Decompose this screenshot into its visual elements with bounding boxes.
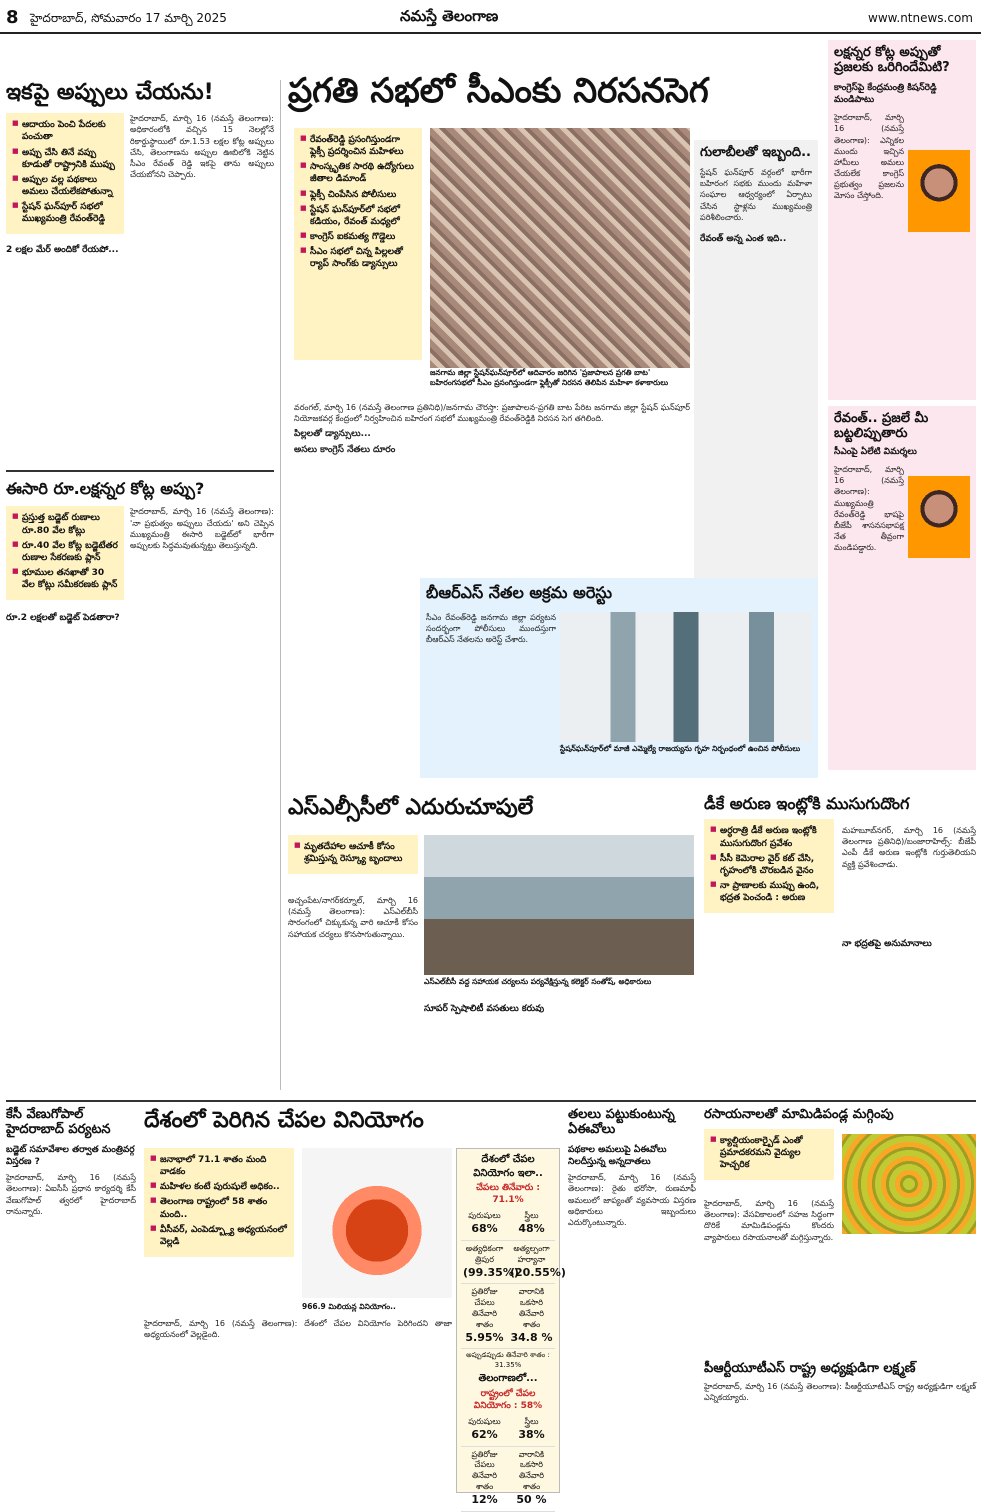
- story-mango-bullets: [704, 1129, 834, 1180]
- masthead: [0, 0, 981, 34]
- story-heads-headline: తలలు పట్టుకుంటున్న ఏఈవోలు: [568, 1107, 675, 1137]
- story-fish: [144, 1108, 566, 1506]
- story-mlc-body: అచ్చంపేట/నాగర్‌కర్నూల్, మార్చి 16 (నమస్తే తెలంగాణ): ఎస్ఎల్‌బీసీ సొరంగంలో చిక్కుకున్న వారి ఆచూకీ కోసం సహాయక చర్యలు కొనసాగుతున్నాయి.: [288, 896, 418, 939]
- story-dk-headline: డీకే అరుణ ఇంట్లోకి ముసుగుదొంగ: [704, 794, 910, 813]
- stat-cell: పురుషులు 68%: [461, 1208, 508, 1241]
- story-main-subhead-1: పిల్లలతో డ్యాన్సులు...: [294, 429, 371, 440]
- bullet-item: ■ తెలంగాణ రాష్ట్రంలో 58 శాతం మంది..: [150, 1196, 288, 1220]
- fish-stats-total: చేపలు తినేవారు : 71.1%: [476, 1183, 540, 1206]
- fish-stats-telangana-total: రాష్ట్రంలో చేపల వినియోగం : 58%: [473, 1388, 543, 1411]
- stat-cell: స్త్రీలు 48%: [508, 1208, 555, 1241]
- stat-cell: స్త్రీలు 38%: [508, 1414, 555, 1447]
- divider: [6, 1100, 976, 1102]
- bullet-item: ■ సీఎం సభలో చిన్న పిల్లలతో ర్యాప్ సాంగ్‌కు డ్యాన్సులు: [300, 246, 416, 270]
- story-main-body: వరంగల్, మార్చి 16 (నమస్తే తెలంగాణ ప్రతినిధి)/జనగామ చౌరస్తా: ప్రజాపాలన-ప్రగతి బాట పేరిట జనగామ జిల్లా స్టేషన్ ఘన్‌పూర్ నియోజకవర్గ కేంద్రంలో నిర్వహించిన బహిరంగ సభలో ముఖ్యమంత్రి రేవంత్‌రెడ్డికి నిరసన సెగ తగిలింది.: [294, 403, 690, 424]
- mlc-photo: [424, 835, 694, 975]
- bullet-item: ■ క్యాల్షియంకార్బైడ్ ఎంతో ప్రమాదకరమని వైద్యుల హెచ్చరిక: [710, 1135, 828, 1171]
- story-heads: [568, 1108, 696, 1496]
- story-kishan-body: హైదరాబాద్, మార్చి 16 (నమస్తే తెలంగాణ): ఎన్నికల ముందు ఇచ్చిన హామీలు అమలు చేయలేక కాంగ్రెస్ ప్రభుత్వం ప్రజలను మోసం చేస్తోంది.: [834, 113, 904, 201]
- story-budget-subhead: రూ.2 లక్షలతో బడ్జెట్ పెడతారా?: [6, 613, 120, 624]
- bullet-item: ■ అప్పు చేసి తినే వప్పు కూడుతో రాష్ట్రానికి ముప్పు: [12, 147, 118, 171]
- story-mango: [704, 1108, 976, 1358]
- bullet-item: ■ ఫ్లెక్సీ చింపేసిన పోలీసులు: [300, 189, 416, 201]
- story-mango-body: హైదరాబాద్, మార్చి 16 (నమస్తే తెలంగాణ): వేసవికాలంలో సహజ సిద్ధంగా దొరికే మామిడిపండ్లను కొందరు వ్యాపారులు రసాయనాలతో మగ్గిస్తున్నారు.: [704, 1199, 834, 1242]
- bullet-item: ■ జనాభాలో 71.1 శాతం మంది వాడకం: [150, 1154, 288, 1178]
- story-fish-bullets: [144, 1148, 294, 1257]
- fish-stats-title: దేశంలో చేపల వినియోగం ఇలా..: [473, 1154, 543, 1179]
- fish-photo-caption: 966.9 మిలియన్ల వినియోగం..: [302, 1302, 452, 1312]
- story-budget-bullets: [6, 506, 124, 600]
- bullet-item: ■ స్టేషన్ ఘన్‌పూర్‌లో సభలో కడియం, రేవంత్ మధ్యలో: [300, 204, 416, 228]
- divider: [6, 470, 274, 472]
- story-kcr-subhead: బడ్జెట్ సమావేశాల తర్వాత మంత్రివర్గ విస్తరణ ?: [6, 1144, 135, 1168]
- story-loans-subhead: 2 లక్షల మేర్ అందికో రేయపో...: [6, 245, 119, 256]
- story-brs: [420, 578, 818, 778]
- story-loans-body: హైదరాబాద్, మార్చి 16 (నమస్తే తెలంగాణ): అధికారంలోకి వచ్చిన 15 నెలల్లోనే రికార్డుస్థాయిలో రూ.1.53 లక్షల కోట్ల అప్పులు చేసి, తెలంగాణను అప్పుల ఊబిలోకి నెట్టిన సీఎం రేవంత్ రెడ్డి ఇకపై తాను అప్పులు చేయబోనని చెప్పారు.: [130, 114, 274, 180]
- mlc-photo-caption: ఎస్ఎల్‌బీసీ వద్ద సహాయక చర్యలను పర్యవేక్షిస్తున్న కలెక్టర్ సంతోష్, అధికారులు: [424, 977, 694, 987]
- bullet-item: ■ సీసీ కెమెరాల వైర్ కట్ చేసి, గృహంలోకి చొరబడిన వైనం: [710, 853, 828, 877]
- fish-stats-telangana-grid: [461, 1414, 555, 1512]
- story-loans-headline: ఇకపై అప్పులు చేయను!: [6, 80, 214, 105]
- story-fish-body: హైదరాబాద్, మార్చి 16 (నమస్తే తెలంగాణ): దేశంలో చేపల వినియోగం పెరిగిందని తాజా అధ్యయనంలో వెల్లడైంది.: [144, 1319, 452, 1340]
- brs-photo-arrest: [560, 612, 812, 742]
- story-revanth-people-tagline: సీఎంపై ఏలేటి విమర్శలు: [834, 446, 917, 457]
- story-dk: [704, 795, 976, 1095]
- story-heads-body: హైదరాబాద్, మార్చి 16 (నమస్తే తెలంగాణ): రైతు భరోసా, రుణమాఫీ అమలులో జాప్యంతో వ్యవసాయ విస్తరణ అధికారులు ఇబ్బందులు ఎదుర్కొంటున్నారు.: [568, 1173, 696, 1227]
- story-fish-headline: దేశంలో పెరిగిన చేపల వినియోగం: [144, 1108, 424, 1133]
- brs-photo-caption: స్టేషన్‌ఘన్‌పూర్‌లో మాజీ ఎమ్మెల్యే రాజయ్యను గృహ నిర్బంధంలో ఉంచిన పోలీసులు: [560, 744, 801, 753]
- story-dk-bullets: [704, 819, 834, 913]
- eleti-portrait: [908, 476, 970, 558]
- story-mlc-bullets: [288, 835, 418, 874]
- sidebar-gulabi-body: స్టేషన్ ఘన్‌పూర్ వర్గంలో భారీగా బహిరంగ సభకు ముందు మహిళా సంఘాల ఆధ్వర్యంలో ఏర్పాటు చేసిన స్టాళ్లను ముఖ్యమంత్రి పరిశీలించారు.: [700, 167, 812, 222]
- fish-stats-occasional: అప్పుడప్పుడు తినేవారి శాతం : 31.35%: [466, 1351, 550, 1369]
- fish-stats-telangana-title: తెలంగాణలో...: [478, 1373, 538, 1385]
- story-kishan-headline: లక్షన్నర కోట్ల అప్పుతో ప్రజలకు ఒరిగిందేమిటి?: [834, 45, 950, 75]
- story-budget: [6, 480, 274, 1090]
- stat-cell: అత్యధికంగా త్రిపుర (99.35%): [461, 1241, 508, 1284]
- stat-cell: అత్యల్పంగా హర్యానా (20.55%): [508, 1241, 555, 1284]
- story-kishan: [828, 40, 976, 400]
- story-dk-body: మహబూబ్‌నగర్, మార్చి 16 (నమస్తే తెలంగాణ ప్రతినిధి)/బంజారాహిల్స్: బీజేపీ ఎంపీ డీకే అరుణ ఇంట్లోకి గుర్తుతెలియని వ్యక్తి ప్రవేశించాడు.: [842, 826, 976, 869]
- bullet-item: ■ రేవంత్‌రెడ్డి ప్రసంగిస్తుండగా ఫ్లెక్సీ ప్రదర్శించిన మహిళలు: [300, 134, 416, 158]
- story-revanth-people-body: హైదరాబాద్, మార్చి 16 (నమస్తే తెలంగాణ): ముఖ్యమంత్రి రేవంత్‌రెడ్డి భాషపై బీజేపీ శాసనసభాపక్ష నేత తీవ్రంగా మండిపడ్డారు.: [834, 465, 904, 553]
- story-brs-headline: బీఆర్ఎస్ నేతల అక్రమ అరెస్టు: [426, 583, 613, 602]
- bullet-item: ■ స్టేషన్ ఘన్‌పూర్ సభలో ముఖ్యమంత్రి రేవంత్‌రెడ్డి: [12, 201, 118, 225]
- story-lakshman: [704, 1362, 976, 1496]
- story-kcr-headline: కేసీ వేణుగోపాల్ హైదరాబాద్ పర్యటన: [6, 1107, 111, 1137]
- fish-stats-box: [456, 1148, 566, 1506]
- stat-cell: వారానికి ఒకసారి తినేవారి శాతం 50 %: [508, 1447, 555, 1512]
- story-main-body-wrap: [294, 402, 690, 460]
- main-photo-crowd: [430, 128, 690, 368]
- story-loans-side-text: [130, 113, 274, 234]
- story-loans: [6, 80, 274, 460]
- story-main-bullets: [294, 128, 422, 360]
- bullet-item: ■ కాంగ్రెస్ ఐకమత్య గొడ్డెలు: [300, 231, 416, 243]
- bullet-item: ■ అర్ధరాత్రి డీకే అరుణ ఇంట్లోకి ముసుగుదొంగ ప్రవేశం: [710, 825, 828, 849]
- sidebar-gulabi: [694, 140, 818, 580]
- story-dk-subhead: నా భద్రతపై అనుమానాలు: [842, 939, 932, 949]
- fish-curry-photo: [302, 1148, 452, 1298]
- stat-cell: ప్రతిరోజు చేపలు తినేవారి శాతం 12%: [461, 1447, 508, 1512]
- column-rule: [280, 80, 281, 1090]
- story-budget-headline: ఈసారి రూ.లక్షన్నర కోట్ల అప్పు?: [6, 479, 205, 498]
- bullet-item: ■ సాంస్కృతిక సారథి ఉద్యోగులు జీతాల డిమాండ్: [300, 161, 416, 185]
- bullet-item: ■ వీసీవర్, ఎంపెడ్బ్ల్యూ అధ్యయనంలో వెల్లడి: [150, 1224, 288, 1248]
- edition-date: హైదరాబాద్, సోమవారం 17 మార్చి 2025: [30, 11, 227, 25]
- story-main-subhead-2: అసలు కాంగ్రెస్ నేతలు దూరం: [294, 444, 396, 455]
- story-revanth-people: [828, 406, 976, 770]
- bullet-item: ■ ప్రస్తుత్త బడ్జెట్ రుణాలు రూ.80 వేల కోట్లు: [12, 512, 118, 536]
- bullet-item: ■ ఆదాయం పెంచి పేదలకు పంచుతా: [12, 119, 118, 143]
- bullet-item: ■ భూముల తనఖాతో 30 వేల కోట్లు సమీకరణకు ప్లాన్: [12, 567, 118, 591]
- story-budget-side-text: [130, 506, 274, 600]
- story-kcr-body: హైదరాబాద్, మార్చి 16 (నమస్తే తెలంగాణ): ఏఐసీసీ ప్రధాన కార్యదర్శి కేసీ వేణుగోపాల్ త్వరలో హైదరాబాద్ రానున్నారు.: [6, 1173, 136, 1216]
- stat-cell: పురుషులు 62%: [461, 1414, 508, 1447]
- sidebar-gulabi-headline: గులాబీలతో ఇబ్బంది..: [700, 145, 811, 160]
- kishan-portrait: [908, 150, 970, 232]
- bullet-item: ■ మహిళల కంటే పురుషులే అధికం..: [150, 1181, 288, 1193]
- story-mlc: [288, 795, 698, 1095]
- story-loans-bullets: [6, 113, 124, 234]
- story-heads-tagline: పథకాల అమలుపై ఏఈవోలు నిలదీస్తున్న అన్నదాతలు: [568, 1144, 667, 1168]
- story-mango-headline: రసాయనాలతో మామిడిపండ్ల మగ్గింపు: [704, 1107, 894, 1122]
- story-mlc-headline: ఎస్ఎల్సీసీలో ఎదురుచూపులే: [288, 795, 534, 820]
- sidebar-gulabi-subhead: రేవంత్ అన్న ఎంత ఇది..: [700, 233, 787, 244]
- page-number: 8: [6, 7, 19, 28]
- bullet-item: ■ మృతదేహాల ఆచూకీ కోసం శ్రమిస్తున్న రెస్క్యూ బృందాలు: [294, 841, 412, 865]
- story-revanth-people-headline: రేవంత్.. ప్రజలే మీ బట్టలిప్పుతారు: [834, 411, 929, 441]
- story-kcr: [6, 1108, 136, 1496]
- bullet-item: ■ నా ప్రాణాలకు ముప్పు ఉంది, భద్రత పెంచండి : అరుణ: [710, 880, 828, 904]
- newspaper-name: నమస్తే తెలంగాణ: [400, 7, 499, 25]
- story-lakshman-body: హైదరాబాద్, మార్చి 16 (నమస్తే తెలంగాణ): పీఆర్టీయూటీఎస్ రాష్ట్ర అధ్యక్షుడిగా లక్ష్మణ్ ఎన్నికయ్యారు.: [704, 1381, 976, 1403]
- story-lakshman-headline: పీఆర్టీయూటీఎస్ రాష్ట్ర అధ్యక్షుడిగా లక్ష్మణ్: [704, 1361, 916, 1376]
- story-mlc-subhead: సూపర్ స్పెషాలిటీ వసతులు కరువు: [424, 1004, 545, 1014]
- story-budget-body: హైదరాబాద్, మార్చి 16 (నమస్తే తెలంగాణ): 'నా ప్రభుత్వం అప్పులు చేయదు' అని చెప్పిన ముఖ్యమంత్రి ఈసారి బడ్జెట్‌లో భారీగా అప్పులకు సిద్ధమవుతున్నట్టు తెలుస్తున్నది.: [130, 507, 274, 550]
- fish-stats-grid: [461, 1208, 566, 1349]
- bullet-item: ■ రూ.40 వేల కోట్ల బడ్జెటేతర రుణాల సేకరణకు ప్లాన్: [12, 540, 118, 564]
- stat-cell: ప్రతిరోజు చేపలు తినేవారి శాతం 5.95%: [461, 1284, 508, 1349]
- mango-photo: [842, 1134, 976, 1234]
- website-url[interactable]: www.ntnews.com: [868, 11, 973, 25]
- main-photo-caption: జనగామ జిల్లా స్టేషన్‌ఘన్‌పూర్‌లో ఆదివారం జరిగిన 'ప్రజాపాలన ప్రగతి బాట' బహిరంగసభలో సీఎం ప్రసంగిస్తుండగా ఫ్లెక్సీతో నిరసన తెలిపిన మహిళా కళాకారులు: [430, 368, 690, 388]
- bullet-item: ■ అప్పుల వల్ల పథకాలు అమలు చేయలేకపోతున్నా: [12, 174, 118, 198]
- story-kishan-tagline: కాంగ్రెస్‌పై కేంద్రమంత్రి కిషన్‌రెడ్డి మండిపాటు: [834, 82, 937, 106]
- story-brs-body: సీఎం రేవంత్‌రెడ్డి జనగామ జిల్లా పర్యటన సందర్భంగా పోలీసులు ముందస్తుగా బీఆర్ఎస్ నేతలను అరెస్ట్ చేశారు.: [426, 613, 556, 645]
- stat-cell: వారానికి ఒకసారి తినేవారి శాతం 34.8 %: [508, 1284, 555, 1349]
- story-main-headline: ప్రగతి సభలో సీఎంకు నిరసనసెగ: [288, 71, 709, 111]
